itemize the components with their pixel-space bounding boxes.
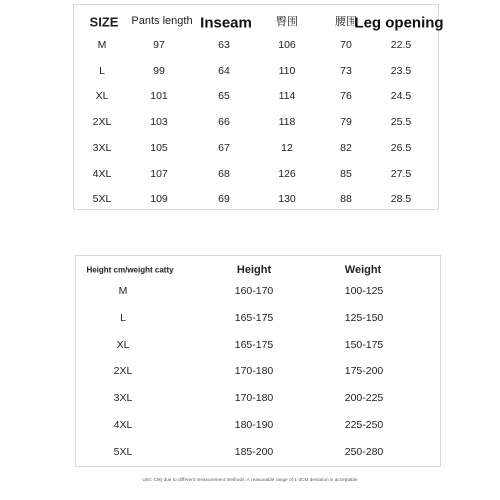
- height-cell: 180-190: [234, 419, 274, 431]
- weight-cell: 200-225: [344, 392, 384, 405]
- pants-length-cell: 97: [153, 39, 165, 51]
- pants-length-cell: 107: [150, 167, 168, 180]
- weight-cell: 100-125: [344, 285, 384, 297]
- size-cell: 5XL: [92, 193, 112, 206]
- weight-cell: 150-175: [344, 338, 384, 351]
- height-weight-table: [75, 255, 441, 467]
- size-cell: 2XL: [113, 365, 133, 378]
- size-cell: XL: [95, 90, 109, 103]
- inseam-cell: 67: [218, 141, 230, 154]
- weight-cell: 125-150: [344, 311, 384, 324]
- size-cell: L: [99, 64, 105, 77]
- size-cell: 5XL: [113, 445, 133, 458]
- waist-cell: 70: [340, 39, 352, 51]
- hip-cell: 110: [278, 64, 296, 77]
- leg-opening-cell: 23.5: [390, 64, 412, 77]
- leg-opening-cell: 26.5: [390, 141, 412, 154]
- hip-cell: 12: [281, 141, 293, 154]
- inseam-cell: 68: [218, 167, 230, 180]
- height-cell: 170-180: [234, 392, 274, 405]
- waist-cell: 82: [340, 141, 352, 154]
- pants-length-cell: 103: [150, 116, 168, 129]
- leg-opening-header: Leg opening: [354, 14, 444, 32]
- leg-opening-cell: 27.5: [390, 167, 412, 180]
- leg-opening-cell: 28.5: [390, 193, 412, 206]
- pants-length-cell: 105: [150, 141, 168, 154]
- size-chart-table: [73, 4, 444, 210]
- waist-cell: 88: [340, 193, 352, 206]
- size-cell: 2XL: [92, 116, 112, 129]
- hip-header: 臀围: [276, 16, 298, 28]
- pants-length-cell: 99: [153, 64, 165, 77]
- leg-opening-cell: 25.5: [390, 116, 412, 129]
- inseam-cell: 66: [218, 116, 230, 129]
- hip-cell: 126: [278, 167, 296, 180]
- size-cell: 3XL: [113, 392, 133, 405]
- size-cell: 4XL: [92, 167, 112, 180]
- size-cell: M: [118, 285, 128, 297]
- size-header: SIZE: [89, 14, 119, 30]
- size-cell: L: [120, 311, 126, 324]
- pants-length-cell: 101: [150, 90, 168, 103]
- height-cell: 170-180: [234, 365, 274, 378]
- weight-cell: 175-200: [344, 365, 384, 378]
- weight-cell: 250-280: [344, 445, 384, 458]
- size-cell: 3XL: [92, 141, 112, 154]
- waist-header: 腰围: [335, 16, 357, 28]
- hip-cell: 106: [278, 39, 296, 51]
- waist-cell: 79: [340, 116, 352, 129]
- hip-cell: 118: [278, 116, 296, 129]
- height-weight-corner-header: Height cm/weight catty: [86, 265, 174, 275]
- height-cell: 185-200: [234, 445, 274, 458]
- size-cell: XL: [116, 338, 130, 351]
- leg-opening-cell: 22.5: [390, 39, 412, 51]
- inseam-cell: 69: [218, 193, 230, 206]
- height-header: Height: [236, 264, 272, 276]
- inseam-cell: 63: [218, 39, 230, 51]
- inseam-cell: 65: [218, 90, 230, 103]
- weight-cell: 225-250: [344, 419, 384, 431]
- hip-cell: 114: [278, 90, 296, 103]
- weight-header: Weight: [344, 264, 382, 276]
- size-cell: M: [97, 39, 107, 51]
- inseam-header: Inseam: [200, 14, 252, 32]
- waist-cell: 76: [340, 90, 352, 103]
- pants-length-cell: 109: [150, 193, 168, 206]
- size-cell: 4XL: [113, 419, 133, 431]
- leg-opening-cell: 24.5: [390, 90, 412, 103]
- waist-cell: 73: [340, 64, 352, 77]
- inseam-cell: 64: [218, 64, 230, 77]
- height-cell: 165-175: [234, 338, 274, 351]
- height-cell: 165-175: [234, 311, 274, 324]
- hip-cell: 130: [278, 193, 296, 206]
- waist-cell: 85: [340, 167, 352, 180]
- measurement-footnote: Unit: CM) due to different measurement methods, A reasonable range of 1-3CM deviation is acceptable: [142, 477, 358, 482]
- height-cell: 160-170: [234, 285, 274, 297]
- pants-length-header: Pants length: [131, 15, 193, 27]
